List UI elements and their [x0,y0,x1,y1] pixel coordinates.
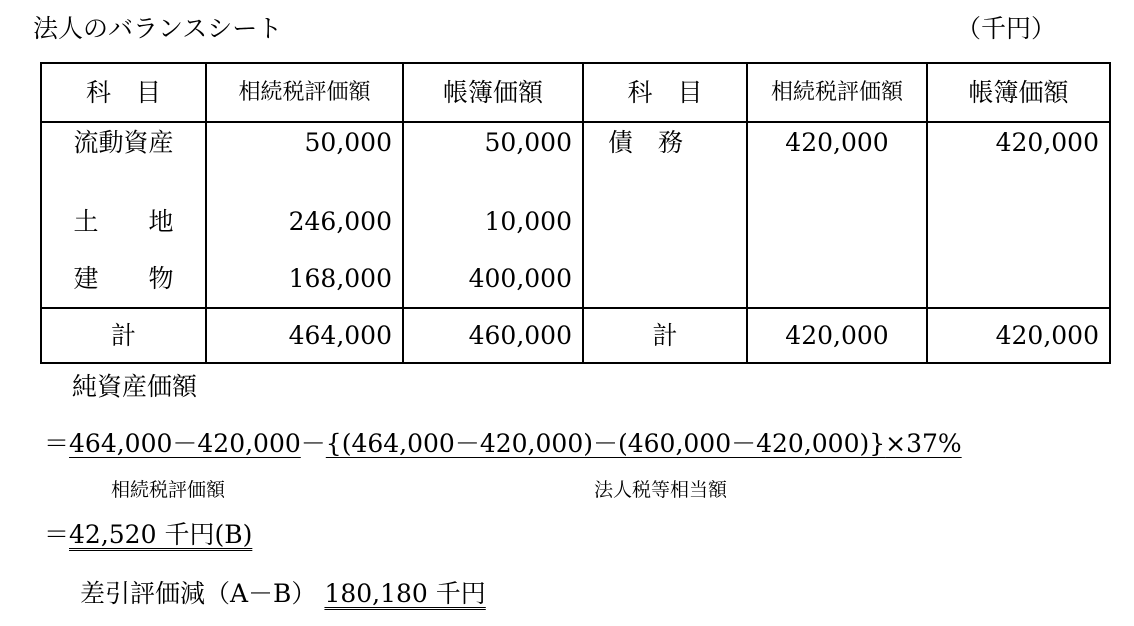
total-value-cell: 420,000 [747,308,927,363]
empty-cell [927,251,1110,308]
net-asset-label: 純資産価額 [72,372,198,401]
difference-label: 差引評価減（A－B） [80,579,317,608]
header-cell: 帳簿価額 [403,63,583,122]
header-cell: 帳簿価額 [927,63,1110,122]
value-cell: 420,000 [747,122,927,193]
equals-sign: ＝ [44,429,70,458]
empty-cell [747,193,927,251]
page-title: 法人のバランスシート [33,14,283,43]
difference-value: 180,180 千円 [324,579,486,608]
header-cell: 相続税評価額 [206,63,403,122]
account-cell: 土 地 [41,193,206,251]
result-value: 42,520 千円(B) [69,520,253,549]
empty-cell [747,251,927,308]
total-value-cell: 464,000 [206,308,403,363]
formula-sublabel-tax: 法人税等相当額 [594,479,728,501]
header-cell: 科 目 [41,63,206,122]
table-total-row [41,308,1110,363]
value-cell: 50,000 [206,122,403,193]
total-value-cell: 460,000 [403,308,583,363]
balance-sheet-table [40,62,1111,364]
formula-multiplier: ×37% [885,429,962,458]
table-row [41,122,1110,193]
value-cell: 400,000 [403,251,583,308]
account-cell: 債 務 [583,122,747,193]
table-header-row [41,63,1110,122]
header-cell: 相続税評価額 [747,63,927,122]
formula-sublabel-valuation: 相続税評価額 [111,479,226,501]
value-cell: 50,000 [403,122,583,193]
value-cell: 168,000 [206,251,403,308]
table-row [41,251,1110,308]
table-row [41,193,1110,251]
formula-part1: 464,000－420,000 [69,429,301,458]
equals-sign: ＝ [44,520,70,549]
value-cell: 246,000 [206,193,403,251]
account-cell: 流動資産 [41,122,206,193]
total-value-cell: 420,000 [927,308,1110,363]
value-cell: 10,000 [403,193,583,251]
header-cell: 科 目 [583,63,747,122]
account-cell: 建 物 [41,251,206,308]
result-line [44,519,252,551]
empty-cell [583,193,747,251]
total-label-cell: 計 [41,308,206,363]
minus-sign: － [300,429,326,458]
value-cell: 420,000 [927,122,1110,193]
formula-part2: {(464,000－420,000)－(460,000－420,000)} [325,429,886,458]
unit-label: （千円） [956,14,1057,43]
total-label-cell: 計 [583,308,747,363]
empty-cell [583,251,747,308]
difference-line [80,578,486,610]
empty-cell [927,193,1110,251]
formula-line [44,428,962,460]
